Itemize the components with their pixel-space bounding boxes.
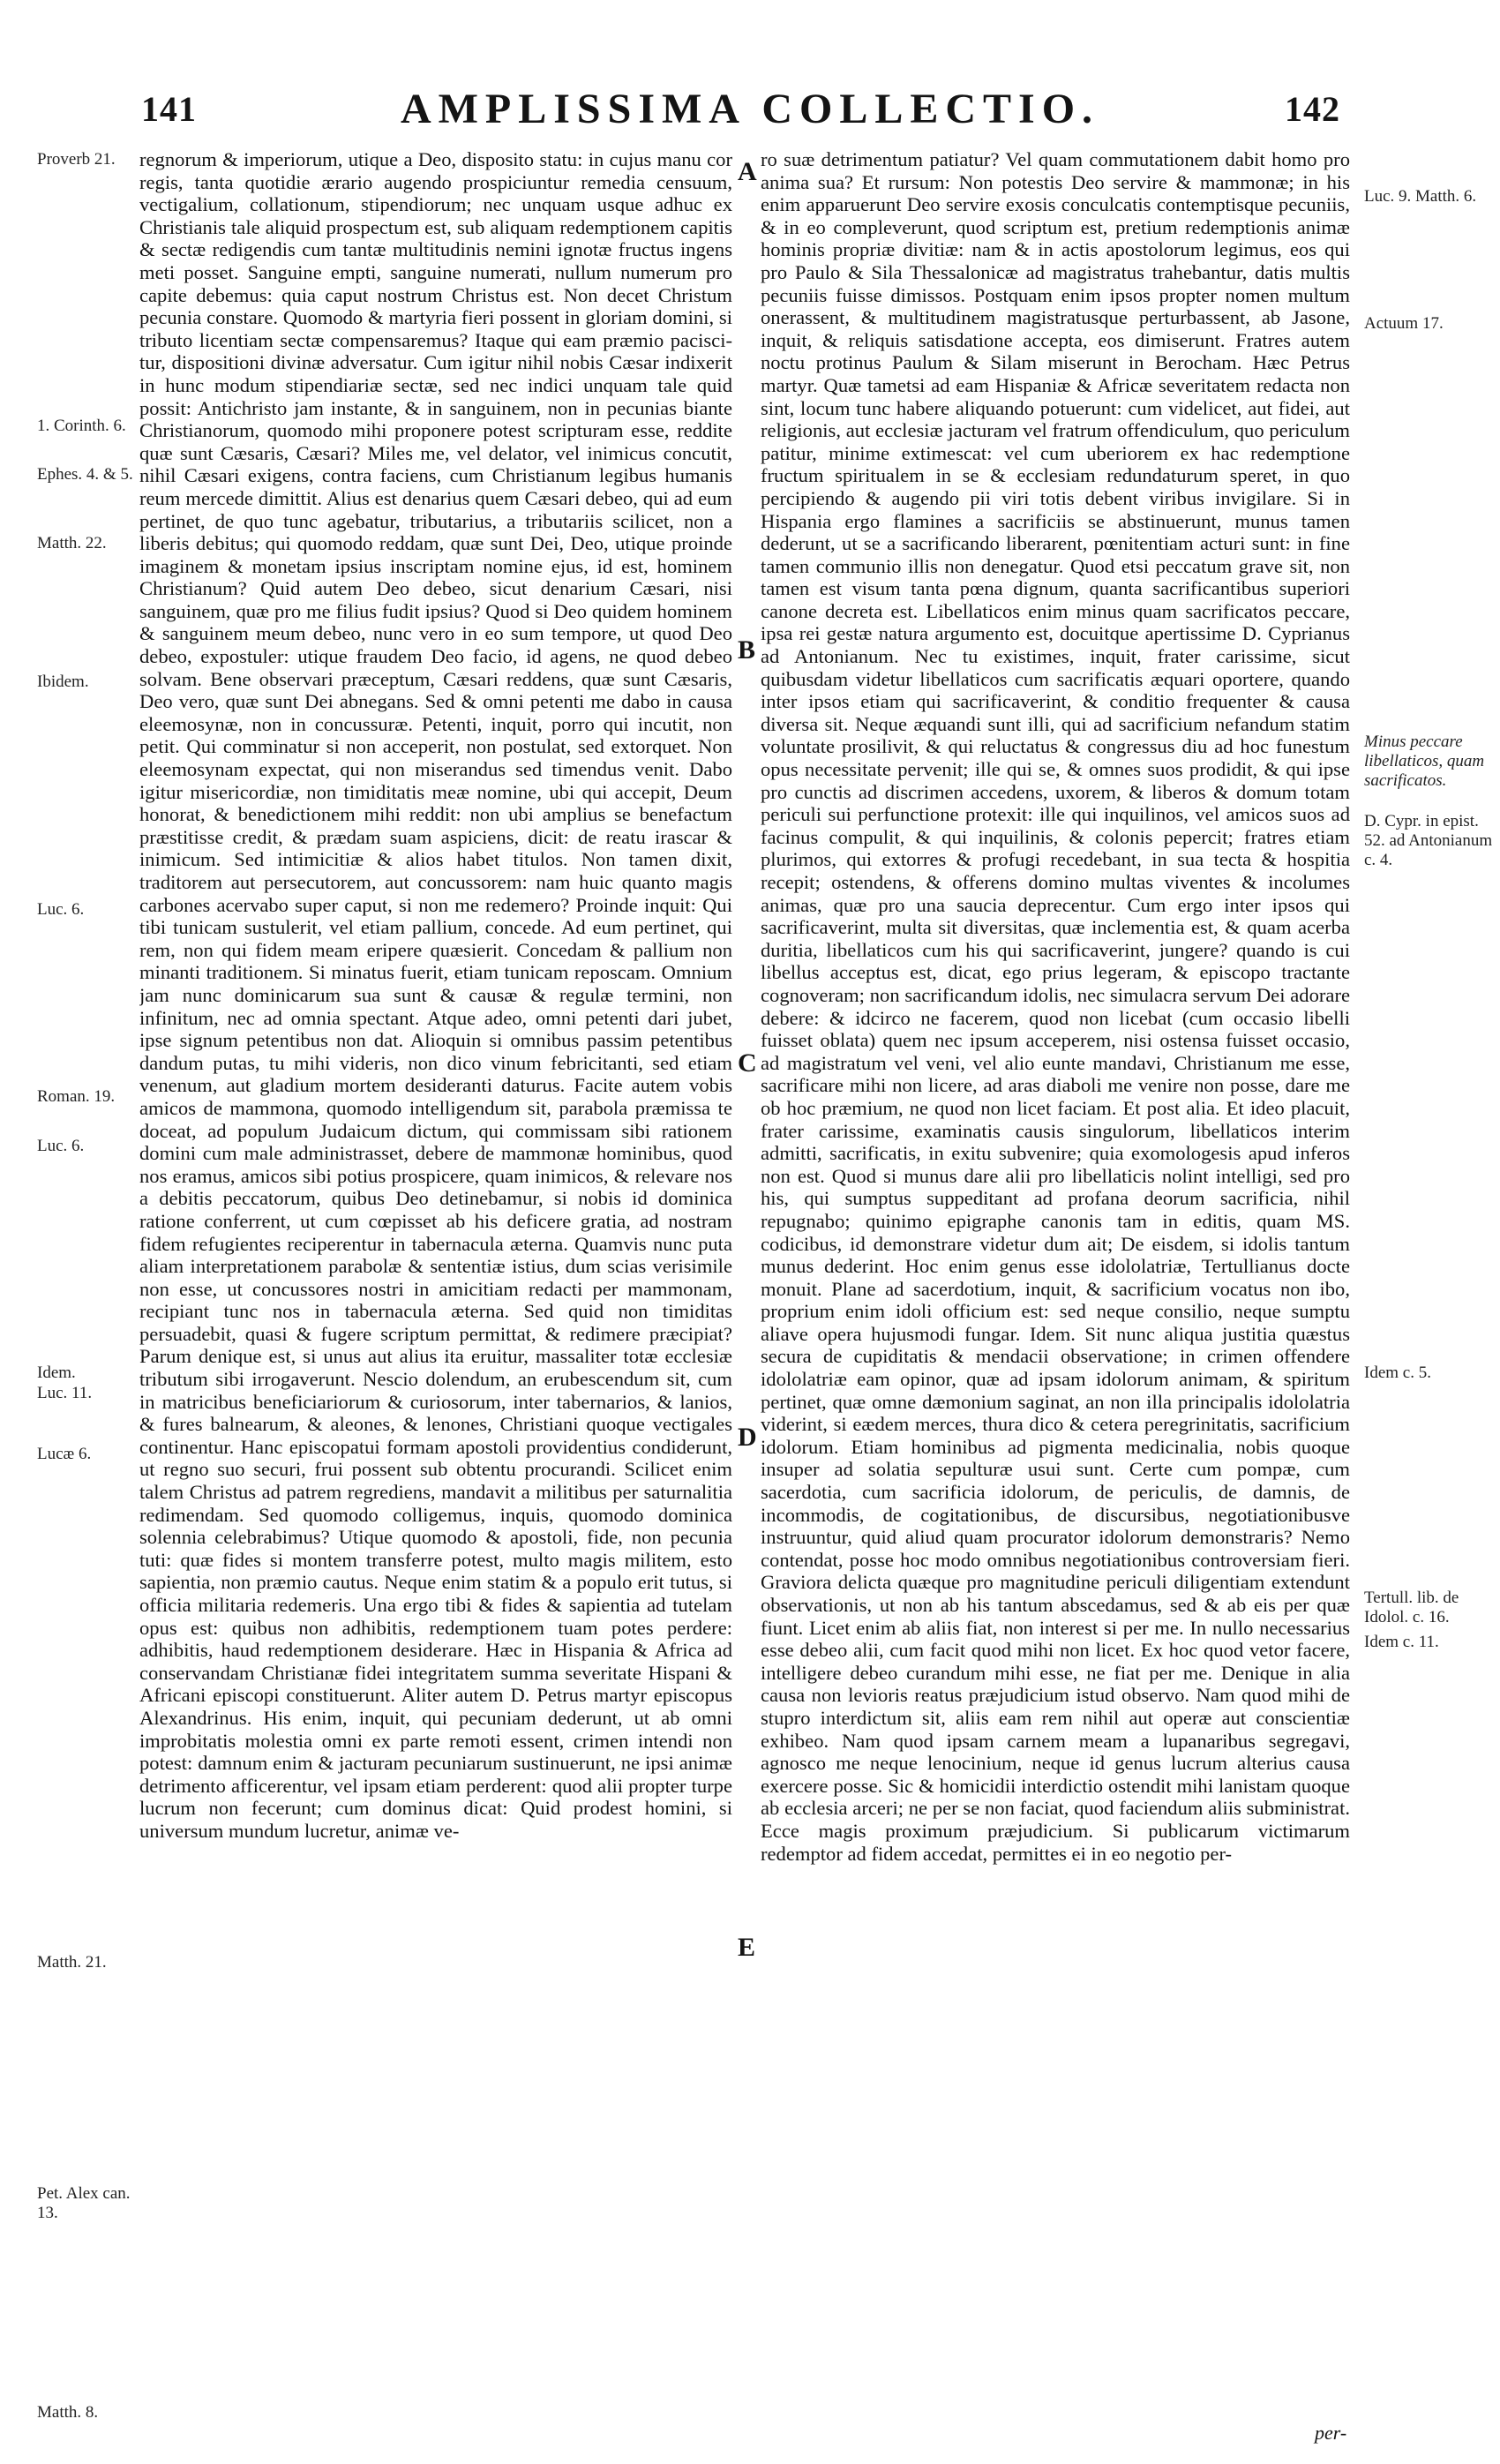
right-margin-note: Actuum 17. xyxy=(1364,314,1444,333)
running-title: AMPLISSIMA COLLECTIO. xyxy=(400,86,1100,132)
left-margin-note: Matth. 22. xyxy=(37,534,107,552)
left-margin-note: Luc. 11. xyxy=(37,1384,93,1402)
right-text-column xyxy=(761,148,1350,2399)
left-margin-note: Idem. xyxy=(37,1363,76,1382)
left-margin-note: Ibidem. xyxy=(37,672,89,691)
section-letter-e: E xyxy=(738,1933,756,1962)
left-margin-note: Luc. 6. xyxy=(37,1137,85,1155)
left-column-text: regnorum & imperiorum, utique a Deo, disposito statu: in cujus manu cor regis, tanta quotidie ærario augendo prospiciuntur remedia censuum, vectigalium, collationum, stipendiorum; nec unquam usque adhuc ex Christianis tale aliquid prospectum est, sub aliquam redemptionem capitis & sectæ redigendis cum tantæ multitudinis nemini ignotæ fructus ingens meti posset. Sanguine empti, sanguine numerati, nullum numerum pro capite debemus: quia caput nostrum Christus est. Non decet Christum pecunia constare. Quomodo & martyria fieri possent in gloriam domini, si tributo licentiam sectæ compensaremus? Itaque qui eam præmio pacisci-tur, dispositioni divinæ adversatur. Cum igitur nihil nobis Cæsar indixerit in hunc modum stipendiariæ sectæ, sed nec indici unquam tale quid possit: Antichristo jam instante, & in sanguinem, non in pecunias biante Christianorum, quomodo mihi proponere potest scripturam esse, reddite quæ sunt Cæsaris, Cæsari? Miles me, vel delator, vel inimicus concutit, nihil Cæsari exigens, contra faciens, cum Christianum legibus humanis reum mercede dimittit. Alius est denarius quem Cæsari debeo, qui ad eum pertinet, de quo tunc agebatur, tributarius, a tributariis scilicet, non a liberis debitus; qui quomodo reddam, quæ sunt Dei, Deo, utique proinde imaginem & monetam ipsius inscriptam nomine ejus, id est, hominem Christianum? Quid autem Deo debeo, sicut denarium Cæsari, nisi sanguinem, quæ pro me filius fudit ipsius? Quod si Deo quidem hominem & sanguinem meum debeo, nunc vero in eo sum tempore, ut quod Deo debeo, expostuler: utique fraudem Deo facio, id agens, ne quod debeo solvam. Bene observari præceptum, Cæsari reddens, quæ sunt Cæsaris, Deo vero, quæ sunt Dei abnegans. Sed & omni petenti me dabo in causa eleemosynæ, non in concussuræ. Petenti, inquit, porro qui incutit, non petit. Qui comminatur si non acceperit, non postulat, sed extorquet. Non eleemosynam expectat, qui non miserandus sed timendus venit. Dabo igitur misericordiæ, non timiditatis meæ nomine, ubi qui accepit, Deum honorat, & benedictionem mihi reddit: non ubi amplius se benefactum præstitisse credit, & prædam suam aspiciens, dicit: de reatu irascar & inimicum. Sed intimicitiæ & alios habet titulos. Non tamen dixit, traditorem aut persecutorem, aut concussorem: nam huic quanto magis carbones acervabo super caput, si non me redemero? Proinde inquit: Qui tibi tunicam sustulerit, vel etiam pallium, concede. Ad eum pertinet, qui rem, non qui fidem meam eripere quæsierit. Concedam & pallium non minanti traditionem. Si minatus fuerit, etiam tunicam reposcam. Omnium jam nunc dominicarum sua sunt & causæ & regulæ termini, non infinitum, nec ad omnia spectant. Atque adeo, omni petenti dari jubet, ipse signum petentibus non dat. Alioquin si omnibus passim petentibus dandum putas, tu mihi videris, non dico vinum febricitanti, sed etiam venenum, aut gladium mortem desideranti daturus. Facite autem vobis amicos de mammona, quomodo intelligendum sit, parabola præmissa te doceat, ad populum Judaicum dictum, qui commissam sibi rationem domini cum male administrasset, debere de mammonæ hominibus, quod nos eramus, amicos sibi potius prospicere, quam inimicos, & relevare nos a debitis peccatorum, quibus Deo detinebamur, si nobis id dominica ratione conferrent, ut cum cœpisset ab his deficere gratia, ad nostram fidem refugientes reciperentur in tabernacula æterna. Quamvis nunc puta aliam interpretationem parabolæ & sententiæ istius, dum scias verisimile non esse, ut concussores nostri in amicitiam redacti per mammonam, recipiant tunc nos in tabernacula æterna. Sed quid non timiditas persuadebit, quasi & fugere scriptum permittat, & redimere præcipiat? Parum denique est, si unus aut alius ita eruitur, massaliter totæ ecclesiæ tributum sibi irrogaverunt. Nescio dolendum, an erubescendum sit, cum in matricibus beneficiariorum & curiosorum, inter tabernarios, & lanios, & fures balnearum, & aleones, & lenones, Christiani quoque vectigales continentur. Hanc episcopatui formam apostoli providentius condiderunt, ut regno suo securi, frui possent sub obtentu procurandi. Scilicet enim talem Christus ad patrem regrediens, mandavit a militibus per saturnalitia redimendam. Sed quomodo colligemus, inquis, quomodo dominica solennia celebrabimus? Utique quomodo & apostoli, fide, non pecunia tuti: quæ fides si montem transferre potest, multo magis militem, esto sapientia, non præmio cautus. Neque enim statim & a populo erit tutus, si officia militaria redemeris. Una ergo tibi & fides & sapientia ad tutelam opus est: quibus non adhibitis, redemptionem tuam potes perdere: adhibitis, haud redemptionem desiderare. Hæc in Hispania & Africa ad conservandam Christianæ fidei integritatem summa severitate Hispani & Africani episcopi constituerunt. Aliter autem D. Petrus martyr episcopus Alexandrinus. His enim, inquit, qui pecuniam dederunt, ut ab omni improbitatis molestia omni ex parte remoti essent, crimen intendi non potest: damnum enim & jacturam pecuniarum sustinuerunt, ne ipsi animæ detrimento afficerentur, vel ipsam etiam perderent: quod alii propter turpe lucrum non fecerunt; cum dominus dicat: Quid prodest homini, si universum mundum lucretur, animæ ve- xyxy=(139,148,732,1842)
catchword: per- xyxy=(1315,2422,1347,2444)
left-text-column xyxy=(139,148,732,2399)
right-margin-note: Idem c. 11. xyxy=(1364,1633,1439,1651)
page-header xyxy=(0,88,1500,141)
right-margin-note: Idem c. 5. xyxy=(1364,1363,1431,1382)
left-margin-note: Lucæ 6. xyxy=(37,1445,92,1463)
left-margin-note: Proverb 21. xyxy=(37,150,116,169)
left-margin-note: Matth. 8. xyxy=(37,2403,99,2422)
right-margin-note: D. Cypr. in epist. 52. ad Antonianum c. 4. xyxy=(1364,812,1493,869)
section-letter-c: C xyxy=(738,1048,757,1078)
page-number-right: 142 xyxy=(1285,89,1340,129)
left-margin-note: Ephes. 4. & 5. xyxy=(37,465,133,484)
page-number-left: 141 xyxy=(141,89,197,129)
right-margin-note: Luc. 9. Matth. 6. xyxy=(1364,187,1477,206)
section-letter-b: B xyxy=(738,635,756,665)
section-letter-a: A xyxy=(738,157,757,186)
left-margin-note: Roman. 19. xyxy=(37,1087,116,1106)
left-margin-note: Pet. Alex can. 13. xyxy=(37,2184,131,2222)
right-column-text: ro suæ detrimentum patiatur? Vel quam commutationem dabit homo pro anima sua? Et rursum: Non potestis Deo servire & mammonæ; in his enim apparuerunt Deo servire exosis conculcatis contemptisque pecuniis, & in eo compleverunt, quod scriptum est, pretium redemptionis animæ hominis propriæ divitiæ: nam & in actis apostolorum legimus, eos qui pro Paulo & Sila Thessalonicæ ad magistratus trahebantur, datis multis pecuniis fuisse dimissos. Postquam enim ipsos propter nomen multum onerassent, & multitudinem magistratusque perturbassent, ab Jasone, inquit, & reliquis satisdatione accepta, eos dimiserunt. Fratres autem noctu protinus Paulum & Silam miserunt in Berocham. Hæc Petrus martyr. Quæ tametsi ad eam Hispaniæ & Africæ severitatem redacta non sint, locum tunc habere aliquando potuerunt: cum videlicet, aut fidei, aut religionis, aut ecclesiæ jacturam vel fratrum offendiculum, quo periculum patitur, minime extimescat: vel cum uberiorem ex hac redemptione fructum spiritualem in se & ecclesiam redundaturum speret, in quo percipiendo & augendo pii viri totis debent viribus invigilare. Si in Hispania ergo flamines a sacrificiis se abstinuerunt, munus tamen dederunt, ut se a sacrificando liberarent, pœnitentiam acturi sunt: in fine tamen communio illis non denegatur. Quod etsi peccatum grave sit, non tamen est visum tanta pœna dignum, quanta sacrificantibus superiori canone decreta est. Libellaticos enim minus quam sacrificatos peccare, ipsa rei gestæ natura argumento est, docuitque apertissime D. Cyprianus ad Antonianum. Nec tu existimes, inquit, frater carissime, sicut quibusdam videtur libellaticos cum sacrificatis æquari oportere, quando inter ipsos etiam qui sacrificaverint, & conditio frequenter & causa diversa sit. Neque æquandi sunt illi, qui ad sacrificium nefandum statim voluntate prosilivit, & qui reluctatus & congressus diu ad hoc funestum opus necessitate pervenit; ille qui se, & omnes suos prodidit, & qui ipse pro cunctis ad discrimen accedens, uxorem, & liberos & domum totam periculi sui perfunctione protexit: ille qui inquilinos, vel amicos suos ad facinus compulit, & qui inquilinis, & colonis pepercit; fratres etiam plurimos, qui extorres & profugi recedebant, in sua tecta & hospitia recepit; ostendens, & offerens domino multas viventes & incolumes animas, quæ pro una saucia deprecentur. Cum ergo inter ipsos qui sacrificaverint, multa sit diversitas, quæ inclementia est, & quam acerba duritia, libellaticos cum his qui sacrificaverint, jungere? quando is cui libellus acceptus est, dicat, ego prius legeram, & episcopo tractante cognoveram; non sacrificandum idolis, nec simulacra servum Dei adorare debere: & idcirco ne facerem, quod non licebat (cum occasio libelli fuisset oblata) quem nec ipsum acceperem, nisi ostensa fuisset occasio, ad magistratum vel veni, vel alio eunte mandavi, Christianum me esse, sacrificare mihi non licere, ad aras diaboli me venire non posse, dare me ob hoc præmium, ne quod non licet faciam. Et post alia. Et ideo placuit, frater carissime, examinatis causis singulorum, libellaticos interim admitti, sacrificatis, in exitu subvenire; quia exomologesis apud inferos non est. Quod si munus dare alii pro libellaticis nolint intelligi, sed pro his, qui sumptus suppeditant ad profana deorum sacrificia, nihil repugnabo; quinimo epigraphe canonis tam in editis, quam MS. codicibus, id demonstrare videtur dum ait; De eisdem, si idolis tantum munus dederint. Hoc enim genus esse idololatriæ, Tertullianus docte monuit. Plane ad sacerdotium, inquit, & sacrificium vocatus non ibo, proprium enim idoli officium est: sed neque consilio, neque sumptu aliave opera hujusmodi fungar. Idem. Sit nunc aliqua justitia quæstus secura de cupiditatis & mendacii observatione; in crimen offendere idololatriæ eam opinor, quæ ad ipsam idolorum animam, & spiritum pertinet, quæ omne dæmonium saginat, an non illa principalis idololatria viderint, si eædem merces, thura dico & cetera peregrinitatis, sacrificium idolorum. Etiam hominibus ad pigmenta medicinalia, nobis quoque insuper ad solatia sepulturæ usui sunt. Certe cum pompæ, cum sacerdotia, cum sacrificia idolorum, de periculis, de damnis, de incommodis, de cogitationibus, de discursibus, negotiationibusve instruuntur, quid aliud quam procurator idolorum demonstraris? Nemo contendat, posse hoc modo omnibus negotiationibus controversiam fieri. Graviora delicta quæque pro magnitudine periculi diligentiam extendunt observationis, ut non ab his tantum abscedamus, sed & ab eis per quæ fiunt. Licet enim ab aliis fiat, non interest si per me. In nullo necessarius esse debeo alii, cum facit quod mihi non licet. Ex hoc quod vetor facere, intelligere debeo curandum mihi esse, ne fiat per me. Denique in alia causa non levioris reatus præjudicium istud observo. Nam quod mihi de stupro interdictum sit, aliis eam rem nihil aut operæ aut conscientiæ exhibeo. Nam quod ipsam carnem meam a lupanaribus segregavi, agnosco me neque lenocinium, neque id genus lucrum alterius causa exercere posse. Sic & homicidii interdictio ostendit mihi lanistam quoque ab ecclesia arceri; ne per se non faciat, quod faciendum aliis subministrat. Ecce magis proximum præjudicium. Si publicarum victimarum redemptor ad fidem accedat, permittes ei in eo negotio per- xyxy=(761,148,1350,1865)
left-margin-note: Luc. 6. xyxy=(37,900,85,919)
right-margin-note: Minus peccare libellaticos, quam sacrificatos. xyxy=(1364,732,1485,790)
right-margin-note: Tertull. lib. de Idolol. c. 16. xyxy=(1364,1589,1459,1626)
section-letter-d: D xyxy=(738,1423,757,1452)
left-margin-note: Matth. 21. xyxy=(37,1953,107,1972)
left-margin-note: 1. Corinth. 6. xyxy=(37,417,126,435)
